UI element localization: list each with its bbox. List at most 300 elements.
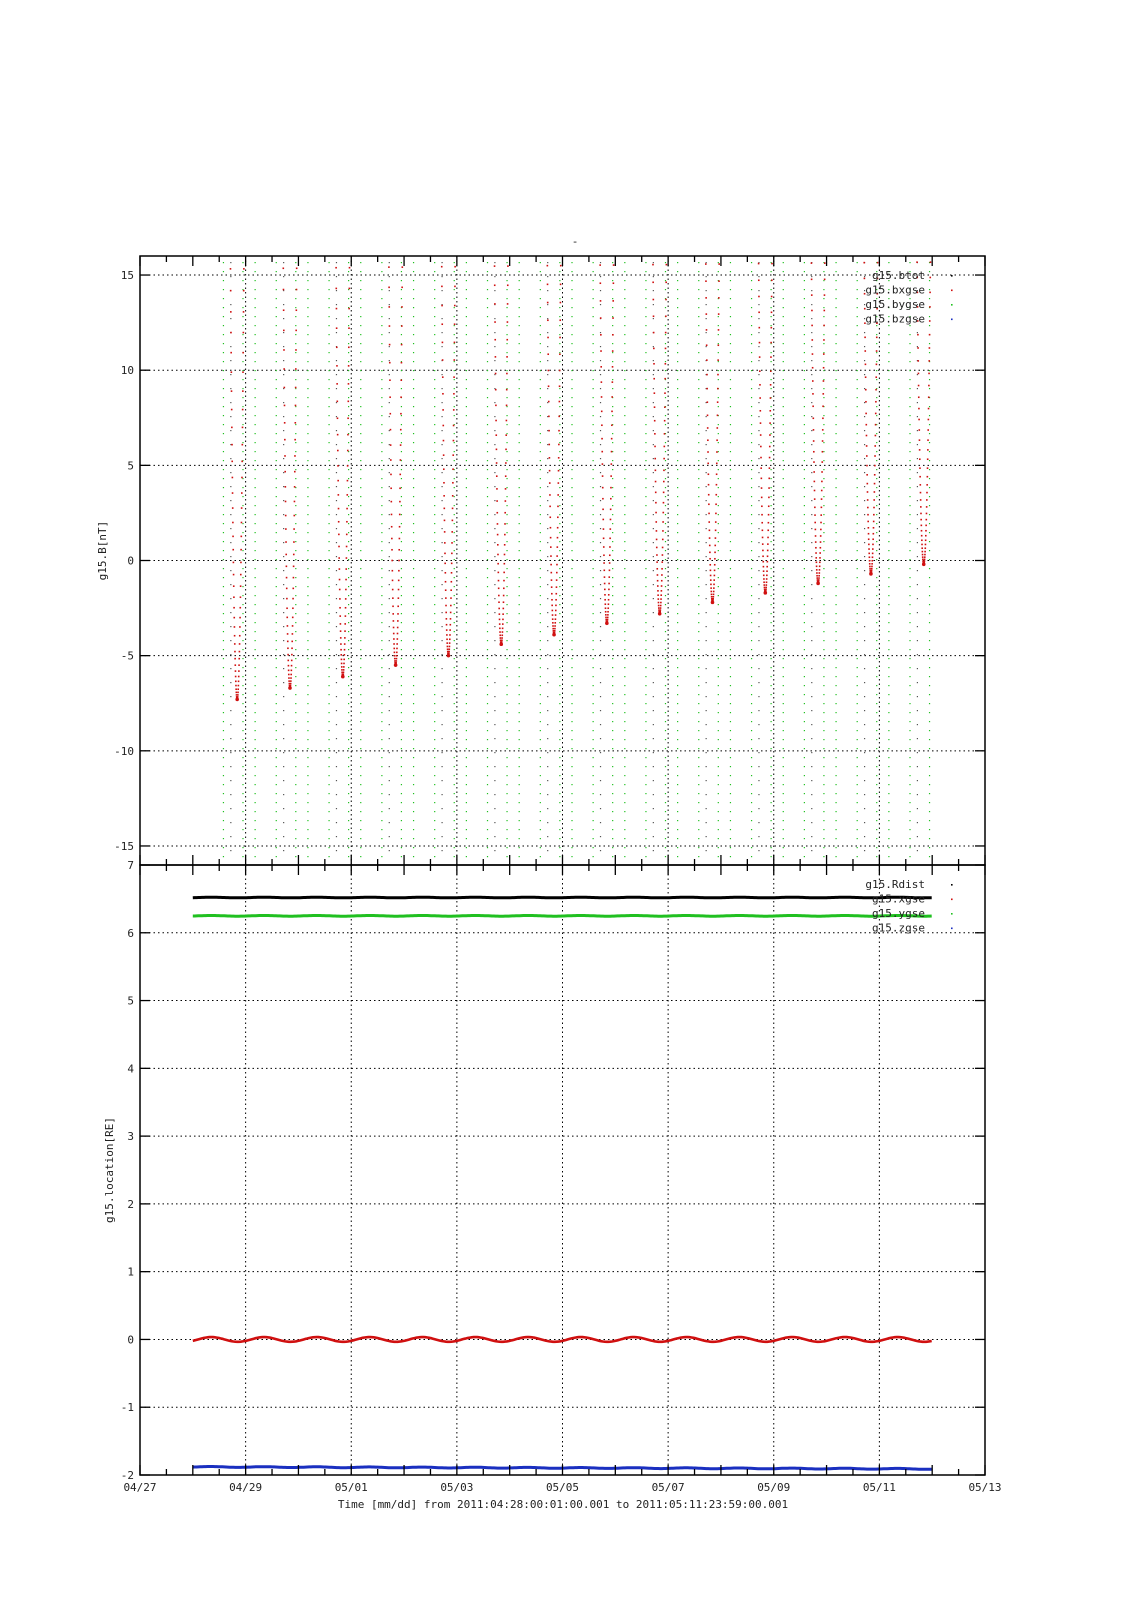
top-sample-dot xyxy=(487,424,488,425)
top-sample-dot xyxy=(242,469,243,470)
top-sample-dot xyxy=(401,478,402,479)
bxgse-dot xyxy=(551,593,553,595)
top-sample-dot xyxy=(307,748,308,749)
bxgse-dot xyxy=(656,530,658,532)
top-sample-dot xyxy=(454,307,455,308)
top-sample-dot xyxy=(413,577,414,578)
top-sample-dot xyxy=(466,856,467,857)
top-sample-dot xyxy=(454,361,455,362)
bxgse-dot xyxy=(662,554,664,556)
bxgse-dot xyxy=(927,449,929,451)
bxgse-dot xyxy=(814,507,816,509)
top-sample-dot xyxy=(571,505,572,506)
top-sample-dot xyxy=(348,280,349,281)
top-sample-dot xyxy=(677,379,678,380)
top-sample-dot xyxy=(706,682,707,683)
top-sample-dot xyxy=(401,703,402,704)
top-sample-dot xyxy=(698,478,699,479)
top-sample-dot xyxy=(698,631,699,632)
bxgse-dot xyxy=(339,589,341,591)
bxgse-dot xyxy=(496,500,498,502)
top-sample-dot xyxy=(540,838,541,839)
bxgse-dot xyxy=(234,635,236,637)
top-sample-dot xyxy=(835,397,836,398)
top-sample-dot xyxy=(804,748,805,749)
top-sample-dot xyxy=(360,694,361,695)
bxgse-dot xyxy=(654,433,656,435)
bxgse-dot xyxy=(507,303,509,305)
top-sample-dot xyxy=(909,424,910,425)
top-sample-dot xyxy=(909,712,910,713)
top-sample-dot xyxy=(600,626,601,627)
top-sample-dot xyxy=(677,478,678,479)
top-sample-dot xyxy=(328,523,329,524)
bxgse-dot xyxy=(241,461,243,463)
top-sample-dot xyxy=(506,730,507,731)
top-sample-dot xyxy=(559,613,560,614)
top-sample-dot xyxy=(381,667,382,668)
top-sample-dot xyxy=(466,325,467,326)
bxgse-dot xyxy=(874,483,876,485)
top-sample-dot xyxy=(283,626,284,627)
bxgse-dot xyxy=(446,629,448,631)
top-sample-dot xyxy=(571,379,572,380)
top-sample-dot xyxy=(434,622,435,623)
top-sample-dot xyxy=(360,271,361,272)
top-sample-dot xyxy=(698,568,699,569)
top-sample-dot xyxy=(519,352,520,353)
top-sample-dot xyxy=(487,505,488,506)
bxgse-dot xyxy=(924,551,926,553)
top-sample-dot xyxy=(413,514,414,515)
bxgse-dot xyxy=(661,561,663,563)
bxgse-dot xyxy=(454,286,456,288)
bxgse-dot xyxy=(766,581,768,583)
top-sample-dot xyxy=(624,586,625,587)
top-sample-dot xyxy=(758,556,759,557)
top-sample-dot xyxy=(307,532,308,533)
top-sample-dot xyxy=(242,271,243,272)
bxgse-dot xyxy=(602,519,604,521)
top-sample-dot xyxy=(360,280,361,281)
top-sample-dot xyxy=(434,757,435,758)
top-sample-dot xyxy=(624,478,625,479)
bxgse-dot xyxy=(926,513,928,515)
top-sample-dot xyxy=(783,595,784,596)
top-sample-dot xyxy=(547,290,548,291)
top-sample-dot xyxy=(547,346,548,347)
bxgse-dot xyxy=(286,598,288,600)
top-sample-dot xyxy=(645,289,646,290)
top-sample-dot xyxy=(771,523,772,524)
top-sample-dot xyxy=(401,505,402,506)
top-sample-dot xyxy=(771,739,772,740)
top-sample-dot xyxy=(600,290,601,291)
bxgse-dot xyxy=(453,440,455,442)
bxgse-dot xyxy=(922,556,924,558)
top-sample-dot xyxy=(519,343,520,344)
top-sample-dot xyxy=(441,458,442,459)
top-sample-dot xyxy=(804,496,805,497)
top-sample-dot xyxy=(600,682,601,683)
top-sample-dot xyxy=(519,838,520,839)
top-sample-dot xyxy=(454,631,455,632)
top-sample-dot xyxy=(559,784,560,785)
top-sample-dot xyxy=(909,730,910,731)
top-sample-dot xyxy=(771,505,772,506)
bxgse-dot xyxy=(506,420,508,422)
bxgse-dot xyxy=(549,506,551,508)
top-sample-dot xyxy=(593,685,594,686)
top-sample-dot xyxy=(876,496,877,497)
top-sample-dot xyxy=(665,838,666,839)
bxgse-dot xyxy=(283,309,285,311)
top-sample-dot xyxy=(255,802,256,803)
top-sample-dot xyxy=(328,289,329,290)
top-sample-dot xyxy=(360,505,361,506)
top-sample-dot xyxy=(413,730,414,731)
top-sample-dot xyxy=(348,595,349,596)
bxgse-dip-min xyxy=(711,601,715,605)
top-sample-dot xyxy=(242,316,243,317)
top-sample-dot xyxy=(401,667,402,668)
top-sample-dot xyxy=(751,271,752,272)
top-sample-dot xyxy=(506,289,507,290)
top-sample-dot xyxy=(307,298,308,299)
bxgse-dot xyxy=(656,539,658,541)
top-sample-dot xyxy=(389,514,390,515)
top-sample-dot xyxy=(730,739,731,740)
top-sample-dot xyxy=(389,598,390,599)
top-sample-dot xyxy=(593,442,594,443)
top-sample-dot xyxy=(434,748,435,749)
top-sample-dot xyxy=(360,478,361,479)
top-sample-dot xyxy=(295,478,296,479)
bxgse-dot xyxy=(874,445,876,447)
bxgse-dot xyxy=(927,439,929,441)
top-sample-dot xyxy=(434,811,435,812)
top-sample-dot xyxy=(487,280,488,281)
bxgse-dot xyxy=(816,572,818,574)
bxgse-dot xyxy=(869,566,871,568)
top-sample-dot xyxy=(771,451,772,452)
top-sample-dot xyxy=(506,361,507,362)
bxgse-dot xyxy=(348,365,350,367)
top-sample-dot xyxy=(612,361,613,362)
top-sample-dot xyxy=(857,442,858,443)
top-sample-dot xyxy=(624,748,625,749)
top-sample-dot xyxy=(295,847,296,848)
bxgse-dot xyxy=(497,563,499,565)
top-sample-dot xyxy=(283,444,284,445)
top-sample-dot xyxy=(730,505,731,506)
bxgse-dot xyxy=(504,512,506,514)
top-sample-dot xyxy=(348,550,349,551)
bxgse-dot xyxy=(760,434,762,436)
bxgse-dip-min xyxy=(394,663,398,667)
bxgse-dot xyxy=(445,572,447,574)
top-sample-dot xyxy=(835,433,836,434)
top-sample-dot xyxy=(328,649,329,650)
top-sample-dot xyxy=(823,604,824,605)
top-sample-dot xyxy=(917,346,918,347)
top-sample-dot xyxy=(804,343,805,344)
top-sample-dot xyxy=(804,469,805,470)
top-sample-dot xyxy=(276,559,277,560)
top-sample-dot xyxy=(283,696,284,697)
top-sample-dot xyxy=(876,433,877,434)
top-sample-dot xyxy=(888,712,889,713)
top-sample-dot xyxy=(381,325,382,326)
top-sample-dot xyxy=(876,613,877,614)
top-sample-dot xyxy=(823,415,824,416)
bxgse-dot xyxy=(600,300,602,302)
top-sample-dot xyxy=(645,307,646,308)
top-sample-dot xyxy=(665,370,666,371)
top-sample-dot xyxy=(389,290,390,291)
top-sample-dot xyxy=(823,712,824,713)
bxgse-dot xyxy=(817,579,819,581)
bxgse-dot xyxy=(612,300,614,302)
top-sample-dot xyxy=(276,730,277,731)
bxgse-dot xyxy=(820,514,822,516)
bxgse-dot xyxy=(875,435,877,437)
top-sample-dot xyxy=(454,676,455,677)
top-sample-dot xyxy=(929,613,930,614)
top-sample-dot xyxy=(758,444,759,445)
top-sample-dot xyxy=(255,280,256,281)
bxgse-dot xyxy=(231,371,233,373)
top-sample-dot xyxy=(454,262,455,263)
top-sample-dot xyxy=(698,316,699,317)
top-sample-dot xyxy=(466,586,467,587)
top-sample-dot xyxy=(360,469,361,470)
top-sample-dot xyxy=(730,793,731,794)
top-sample-dot xyxy=(276,685,277,686)
top-sample-dot xyxy=(519,604,520,605)
top-sample-dot xyxy=(804,847,805,848)
top-sample-dot xyxy=(295,703,296,704)
top-sample-dot xyxy=(804,514,805,515)
bxgse-dot xyxy=(612,334,614,336)
top-sample-dot xyxy=(571,775,572,776)
top-sample-dot xyxy=(223,361,224,362)
bxgse-dot xyxy=(290,680,292,682)
top-sample-dot xyxy=(494,738,495,739)
bxgse-dot xyxy=(665,348,667,350)
top-sample-dot xyxy=(698,280,699,281)
top-sample-dot xyxy=(328,271,329,272)
top-sample-dot xyxy=(917,696,918,697)
top-sample-dot xyxy=(466,478,467,479)
top-sample-dot xyxy=(255,622,256,623)
top-sample-dot xyxy=(381,586,382,587)
top-sample-dot xyxy=(771,721,772,722)
top-sample-dot xyxy=(336,738,337,739)
top-sample-dot xyxy=(804,856,805,857)
bxgse-dot xyxy=(231,427,233,429)
top-sample-dot xyxy=(348,334,349,335)
bxgse-dot xyxy=(919,467,921,469)
top-sample-dot xyxy=(909,721,910,722)
top-sample-dot xyxy=(857,262,858,263)
top-sample-dot xyxy=(864,752,865,753)
top-sample-dot xyxy=(811,346,812,347)
top-sample-dot xyxy=(864,500,865,501)
top-sample-dot xyxy=(360,622,361,623)
bxgse-dip-min xyxy=(552,633,556,637)
top-sample-dot xyxy=(295,298,296,299)
bxgse-dot xyxy=(391,526,393,528)
top-sample-dot xyxy=(540,757,541,758)
top-sample-dot xyxy=(242,280,243,281)
top-sample-dot xyxy=(348,370,349,371)
top-sample-dot xyxy=(413,343,414,344)
top-sample-dot xyxy=(506,739,507,740)
top-sample-dot xyxy=(771,442,772,443)
top-sample-dot xyxy=(413,586,414,587)
top-sample-dot xyxy=(758,304,759,305)
top-sample-dot xyxy=(434,793,435,794)
top-sample-dot xyxy=(389,500,390,501)
top-sample-dot xyxy=(519,829,520,830)
top-sample-dot xyxy=(381,721,382,722)
top-sample-dot xyxy=(283,346,284,347)
bxgse-dot xyxy=(241,492,243,494)
top-sample-dot xyxy=(223,262,224,263)
bxgse-dot xyxy=(921,539,923,541)
top-sample-dot xyxy=(223,298,224,299)
top-sample-dot xyxy=(230,654,231,655)
top-sample-dot xyxy=(255,325,256,326)
top-sample-dot xyxy=(730,667,731,668)
top-sample-dot xyxy=(665,829,666,830)
bxgse-dot xyxy=(559,337,561,339)
top-sample-dot xyxy=(876,847,877,848)
top-sample-dot xyxy=(295,541,296,542)
top-sample-dot xyxy=(255,487,256,488)
bxgse-dot xyxy=(293,577,295,579)
top-sample-dot xyxy=(571,496,572,497)
top-sample-dot xyxy=(360,757,361,758)
top-sample-dot xyxy=(434,577,435,578)
bxgse-dot xyxy=(242,371,244,373)
top-sample-dot xyxy=(811,416,812,417)
top-sample-dot xyxy=(547,794,548,795)
top-sample-dot xyxy=(645,766,646,767)
top-sample-dot xyxy=(835,487,836,488)
top-sample-dot xyxy=(413,289,414,290)
top-sample-dot xyxy=(487,703,488,704)
bxgse-dot xyxy=(558,430,560,432)
top-sample-dot xyxy=(519,586,520,587)
top-sample-dot xyxy=(223,847,224,848)
top-sample-dot xyxy=(917,724,918,725)
top-sample-dot xyxy=(360,307,361,308)
top-sample-dot xyxy=(804,829,805,830)
bxgse-dot xyxy=(449,642,451,644)
top-sample-dot xyxy=(653,346,654,347)
bxgse-dot xyxy=(344,649,346,651)
top-sample-dot xyxy=(835,505,836,506)
top-sample-dot xyxy=(677,559,678,560)
top-sample-dot xyxy=(835,577,836,578)
top-sample-dot xyxy=(506,406,507,407)
bxgse-dot xyxy=(926,492,928,494)
top-sample-dot xyxy=(758,374,759,375)
top-sample-dot xyxy=(519,487,520,488)
top-sample-dot xyxy=(230,808,231,809)
top-sample-dot xyxy=(255,694,256,695)
bottom-y-tick-label: 1 xyxy=(127,1265,134,1279)
top-sample-dot xyxy=(413,604,414,605)
top-sample-dot xyxy=(401,523,402,524)
top-sample-dot xyxy=(600,528,601,529)
top-sample-dot xyxy=(434,478,435,479)
bxgse-dot xyxy=(874,465,876,467)
bxgse-dot xyxy=(653,299,655,301)
top-sample-dot xyxy=(876,721,877,722)
top-sample-dot xyxy=(783,514,784,515)
top-sample-dot xyxy=(730,361,731,362)
top-sample-dot xyxy=(348,559,349,560)
top-sample-dot xyxy=(876,649,877,650)
top-sample-dot xyxy=(223,829,224,830)
bxgse-dot xyxy=(873,527,875,529)
top-sample-dot xyxy=(571,595,572,596)
top-sample-dot xyxy=(876,397,877,398)
top-sample-dot xyxy=(730,379,731,380)
top-sample-dot xyxy=(413,748,414,749)
top-sample-dot xyxy=(677,586,678,587)
bxgse-dot xyxy=(604,599,606,601)
top-sample-dot xyxy=(624,649,625,650)
top-sample-dot xyxy=(698,658,699,659)
bxgse-dot xyxy=(290,677,292,679)
bxgse-dot xyxy=(664,433,666,435)
bxgse-dot xyxy=(928,360,930,362)
top-sample-dot xyxy=(540,424,541,425)
top-sample-dot xyxy=(751,424,752,425)
top-sample-dot xyxy=(783,307,784,308)
top-sample-dot xyxy=(307,568,308,569)
top-sample-dot xyxy=(888,640,889,641)
top-sample-dot xyxy=(730,640,731,641)
top-sample-dot xyxy=(519,811,520,812)
top-sample-dot xyxy=(730,766,731,767)
top-sample-dot xyxy=(434,838,435,839)
top-sample-dot xyxy=(487,847,488,848)
top-sample-dot xyxy=(328,379,329,380)
top-sample-dot xyxy=(857,784,858,785)
top-sample-dot xyxy=(487,478,488,479)
bxgse-dot xyxy=(928,408,930,410)
top-sample-dot xyxy=(929,460,930,461)
top-sample-dot xyxy=(593,541,594,542)
top-sample-dot xyxy=(751,262,752,263)
top-sample-dot xyxy=(823,505,824,506)
top-sample-dot xyxy=(389,402,390,403)
top-sample-dot xyxy=(909,577,910,578)
top-sample-dot xyxy=(823,541,824,542)
top-sample-dot xyxy=(454,559,455,560)
top-sample-dot xyxy=(348,487,349,488)
top-sample-dot xyxy=(804,694,805,695)
top-sample-dot xyxy=(857,496,858,497)
top-sample-dot xyxy=(730,451,731,452)
top-sample-dot xyxy=(783,568,784,569)
top-sample-dot xyxy=(758,780,759,781)
